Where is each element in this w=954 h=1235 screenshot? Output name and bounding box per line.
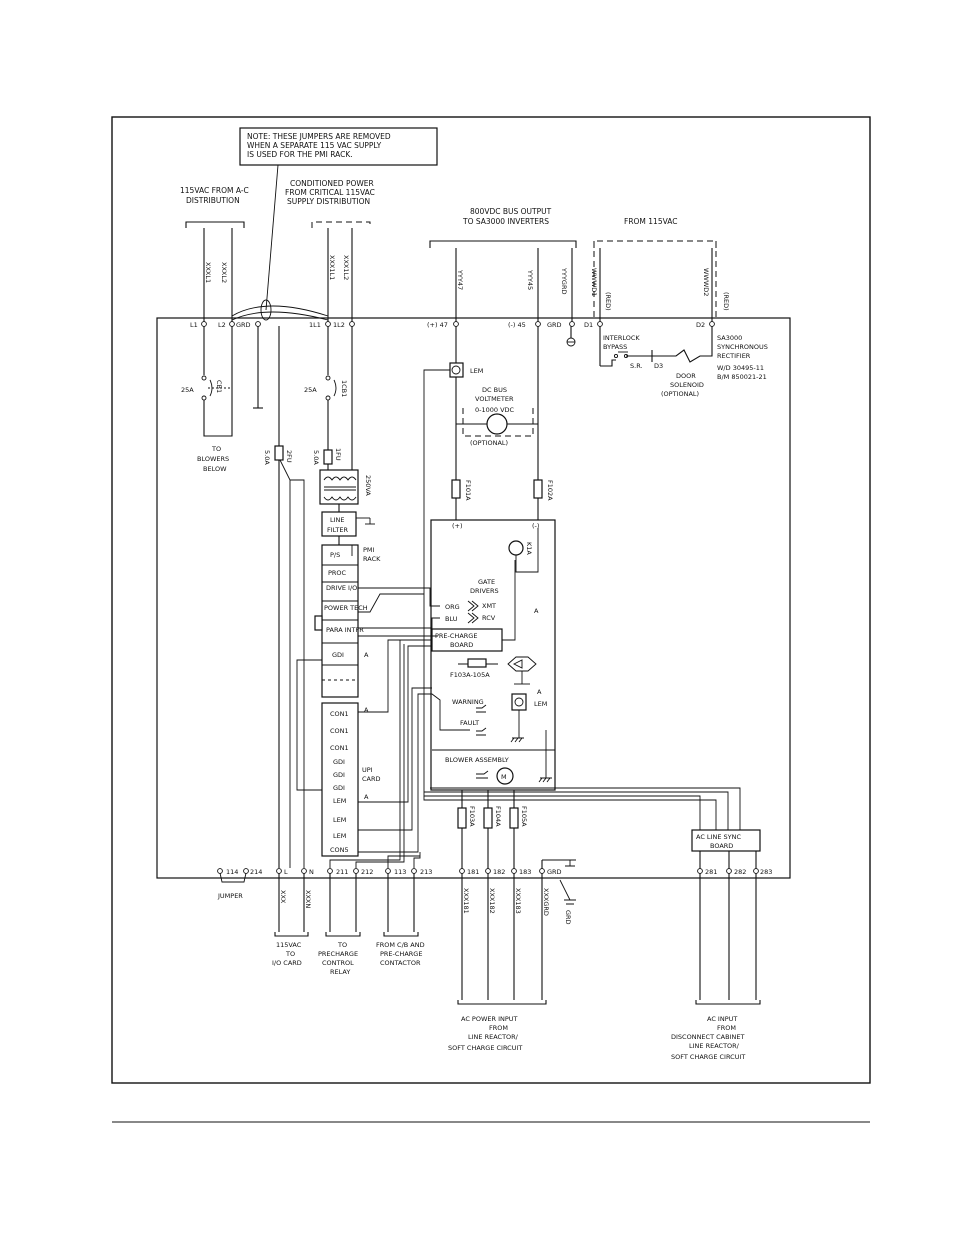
ac-input-label-2: FROM <box>489 1024 508 1032</box>
dc-bus-voltmeter <box>487 414 507 434</box>
transformer-rating: 250VA <box>364 475 372 496</box>
wire-red-2: (RED) <box>722 292 730 311</box>
door-label-1: DOOR <box>676 372 696 380</box>
wire-wwwd2: WWWD2 <box>702 268 710 297</box>
k1a-label: K1A <box>525 542 533 555</box>
ac-input-label-1: AC POWER INPUT <box>461 1015 518 1023</box>
dc-vm-label-2: VOLTMETER <box>475 395 514 403</box>
note-line-3: IS USED FOR THE PMI RACK. <box>247 150 353 159</box>
wire-xxxl2: XXXL2 <box>220 262 228 284</box>
term-m45: (-) 45 <box>508 321 526 329</box>
sa3000-label-2: SYNCHRONOUS <box>717 343 768 351</box>
note-line-2: WHEN A SEPARATE 115 VAC SUPPLY <box>247 141 382 150</box>
ac2-label-4: LINE REACTOR/ <box>689 1042 739 1050</box>
door-label-2: SOLENOID <box>670 381 704 389</box>
fuse-2fu-label: 2FU <box>285 450 293 463</box>
dc-vm-label-3: 0-1000 VDC <box>475 406 515 414</box>
wire-wwwd1: WWWD1 <box>590 268 598 297</box>
io-label-3: I/O CARD <box>272 959 302 967</box>
cond-label-2: FROM CRITICAL 115VAC <box>285 188 375 197</box>
bus-label-1: 800VDC BUS OUTPUT <box>470 207 552 216</box>
term-114: 114 <box>226 868 239 876</box>
io-label-2: TO <box>286 950 296 958</box>
cb1-label: CB1 <box>215 380 223 394</box>
door-label-3: (OPTIONAL) <box>661 390 700 398</box>
interlock-label-1: INTERLOCK <box>603 334 640 342</box>
lem-module <box>512 694 526 710</box>
upi-row-9: LEM <box>333 832 347 840</box>
upi-row-7: LEM <box>333 797 347 805</box>
pre-charge-label-2: BOARD <box>450 641 474 649</box>
sa3000-label-4: W/D 30495-11 <box>717 364 764 372</box>
fuse-f103a: F103A <box>468 806 476 827</box>
k1a-relay <box>509 541 523 555</box>
ac2-label-3: DISCONNECT CABINET <box>671 1033 745 1041</box>
line-filter-label-2: FILTER <box>327 526 348 534</box>
ac-input-label-4: SOFT CHARGE CIRCUIT <box>448 1044 523 1052</box>
bottom-terminal-strip <box>218 869 759 874</box>
module-a-marker: A <box>534 607 539 615</box>
term-d2: D2 <box>696 321 706 329</box>
motor-label: M <box>501 773 507 781</box>
ac2-label-5: SOFT CHARGE CIRCUIT <box>671 1053 746 1061</box>
gate-drivers-1: GATE <box>478 578 496 586</box>
module-minus: (-) <box>532 522 540 530</box>
term-1l1: 1L1 <box>309 321 321 329</box>
pmi-slot-gdi: GDI <box>332 651 344 659</box>
term-281: 281 <box>705 868 718 876</box>
sr-label: S.R. <box>630 362 643 370</box>
wire-yyygrd: YYYGRD <box>560 268 568 295</box>
term-182: 182 <box>493 868 506 876</box>
wire-yyy45: YYY45 <box>526 270 534 291</box>
wire-xxxgrd: XXXGRD <box>542 888 550 916</box>
org-label: ORG <box>445 603 460 611</box>
note-line-1: NOTE: THESE JUMPERS ARE REMOVED <box>247 132 391 141</box>
module-plus: (+) <box>452 522 463 530</box>
interlock-label-2: BYPASS <box>603 343 628 351</box>
lem-module-label: LEM <box>534 700 548 708</box>
pmi-slot-proc: PROC <box>328 569 347 577</box>
rcv-label: RCV <box>482 614 496 622</box>
line-filter-label-1: LINE <box>330 516 345 524</box>
ac-dist-label-2: DISTRIBUTION <box>186 196 240 205</box>
fuse-f101a: F101A <box>464 480 472 501</box>
term-l1: L1 <box>190 321 198 329</box>
power-module <box>431 520 555 790</box>
sync-board-label-1: AC LINE SYNC <box>696 833 742 841</box>
fuse-f104a: F104A <box>494 806 502 827</box>
top-terminal-strip <box>202 322 715 327</box>
1cb1-label: 1CB1 <box>340 380 348 398</box>
cb-label-1: FROM C/B AND <box>376 941 425 949</box>
precharge-label-4: RELAY <box>330 968 351 976</box>
precharge-label-1: TO <box>338 941 348 949</box>
term-213: 213 <box>420 868 433 876</box>
wire-xxx181: XXX181 <box>462 888 470 914</box>
from115-label: FROM 115VAC <box>624 217 678 226</box>
term-1l2: 1L2 <box>333 321 345 329</box>
wire-xxx: XXX <box>279 890 287 904</box>
fuse-f102a: F102A <box>546 480 554 501</box>
upi-row-4: GDI <box>333 758 345 766</box>
blu-label: BLU <box>445 615 458 623</box>
fuse-f105a: F105A <box>520 806 528 827</box>
gate-drivers-2: DRIVERS <box>470 587 499 595</box>
pmi-slot-drive-io: DRIVE I/O <box>326 584 358 592</box>
cb-label-2: PRE-CHARGE <box>380 950 423 958</box>
cb-label-3: CONTACTOR <box>380 959 421 967</box>
grd-label: GRD <box>564 910 572 925</box>
transformer-250va <box>320 470 358 504</box>
term-282: 282 <box>734 868 747 876</box>
blowers-label-1: TO <box>212 445 222 453</box>
upi-row-2: CON1 <box>330 727 349 735</box>
pre-charge-label-1: PRE-CHARGE <box>435 632 478 640</box>
term-214: 214 <box>250 868 263 876</box>
bus-label-2: TO SA3000 INVERTERS <box>463 217 550 226</box>
upi-row-5: GDI <box>333 771 345 779</box>
fuse-1fu-rating: 5.0A <box>312 450 320 465</box>
fuse-1fu-label: 1FU <box>334 448 342 461</box>
blowers-label-3: BELOW <box>203 465 227 473</box>
jumper-label: JUMPER <box>218 892 243 900</box>
breaker-cb1 <box>202 326 232 432</box>
ground-symbol <box>253 326 571 408</box>
term-l: L <box>284 868 288 876</box>
wire-xxxn: XXXN <box>304 890 312 909</box>
upi-row-10: CON5 <box>330 846 349 854</box>
dc-vm-label-1: DC BUS <box>482 386 507 394</box>
wire-xxx182: XXX182 <box>488 888 496 914</box>
upi-row-3: CON1 <box>330 744 349 752</box>
fuses-f103-105: F103A-105A <box>450 671 490 679</box>
upi-a-marker-1: A <box>364 706 369 714</box>
dc-vm-label-4: (OPTIONAL) <box>470 439 509 447</box>
ac2-label-2: FROM <box>717 1024 736 1032</box>
pmi-a-marker: A <box>364 651 369 659</box>
cb1-rating: 25A <box>181 386 194 394</box>
term-212: 212 <box>361 868 374 876</box>
blowers-label-2: BLOWERS <box>197 455 230 463</box>
pmi-rack-label-2: RACK <box>363 555 381 563</box>
term-grd: GRD <box>236 321 251 329</box>
ac-input-label-3: LINE REACTOR/ <box>468 1033 518 1041</box>
note-box <box>240 128 437 310</box>
upi-row-8: LEM <box>333 816 347 824</box>
sa3000-label-3: RECTIFIER <box>717 352 751 360</box>
1cb1-rating: 25A <box>304 386 317 394</box>
wire-xxx183: XXX183 <box>514 888 522 914</box>
precharge-label-3: CONTROL <box>322 959 354 967</box>
pmi-rack <box>322 545 358 697</box>
wire-red-1: (RED) <box>604 292 612 311</box>
term-183: 183 <box>519 868 532 876</box>
upi-card-label-2: CARD <box>362 775 381 783</box>
warning-label: WARNING <box>452 698 484 706</box>
term-grd2: GRD <box>547 321 562 329</box>
term-113: 113 <box>394 868 407 876</box>
pmi-rack-label-1: PMI <box>363 546 375 554</box>
ac-dist-label-1: 115VAC FROM A-C <box>180 186 249 195</box>
term-283: 283 <box>760 868 773 876</box>
wire-xxxl1: XXXL1 <box>204 262 212 284</box>
sa3000-label-5: B/M 850021-21 <box>717 373 767 381</box>
cond-label-3: SUPPLY DISTRIBUTION <box>287 197 371 206</box>
wire-xxx1l2: XXX1L2 <box>342 255 350 281</box>
term-181: 181 <box>467 868 480 876</box>
term-l2: L2 <box>218 321 226 329</box>
d3-label: D3 <box>654 362 664 370</box>
term-211: 211 <box>336 868 349 876</box>
io-label-1: 115VAC <box>276 941 302 949</box>
xmt-label: XMT <box>482 602 497 610</box>
fuse-2fu-rating: 5.0A <box>263 450 271 465</box>
upi-a-marker-2: A <box>364 793 369 801</box>
wire-yyy47: YYY47 <box>456 270 464 291</box>
upi-row-1: CON1 <box>330 710 349 718</box>
lem-a-marker: A <box>537 688 542 696</box>
term-n: N <box>309 868 314 876</box>
lem-top-label: LEM <box>470 367 484 375</box>
upi-row-6: GDI <box>333 784 345 792</box>
ac2-label-1: AC INPUT <box>707 1015 738 1023</box>
sa3000-label-1: SA3000 <box>717 334 743 342</box>
term-grd-bottom: GRD <box>547 868 562 876</box>
term-p47: (+) 47 <box>427 321 448 329</box>
fault-label: FAULT <box>460 719 480 727</box>
pmi-slot-ps: P/S <box>330 551 341 559</box>
sync-board-label-2: BOARD <box>710 842 734 850</box>
blower-label: BLOWER ASSEMBLY <box>445 756 509 764</box>
term-d1: D1 <box>584 321 594 329</box>
pmi-slot-para-intfr: PARA INTFR <box>326 626 364 634</box>
wire-xxx1l1: XXX1L1 <box>328 255 336 281</box>
precharge-label-2: PRECHARGE <box>318 950 359 958</box>
pmi-slot-power-tech: POWER TECH <box>324 604 368 612</box>
upi-card-label-1: UPI <box>362 766 373 774</box>
cond-label-1: CONDITIONED POWER <box>290 179 374 188</box>
